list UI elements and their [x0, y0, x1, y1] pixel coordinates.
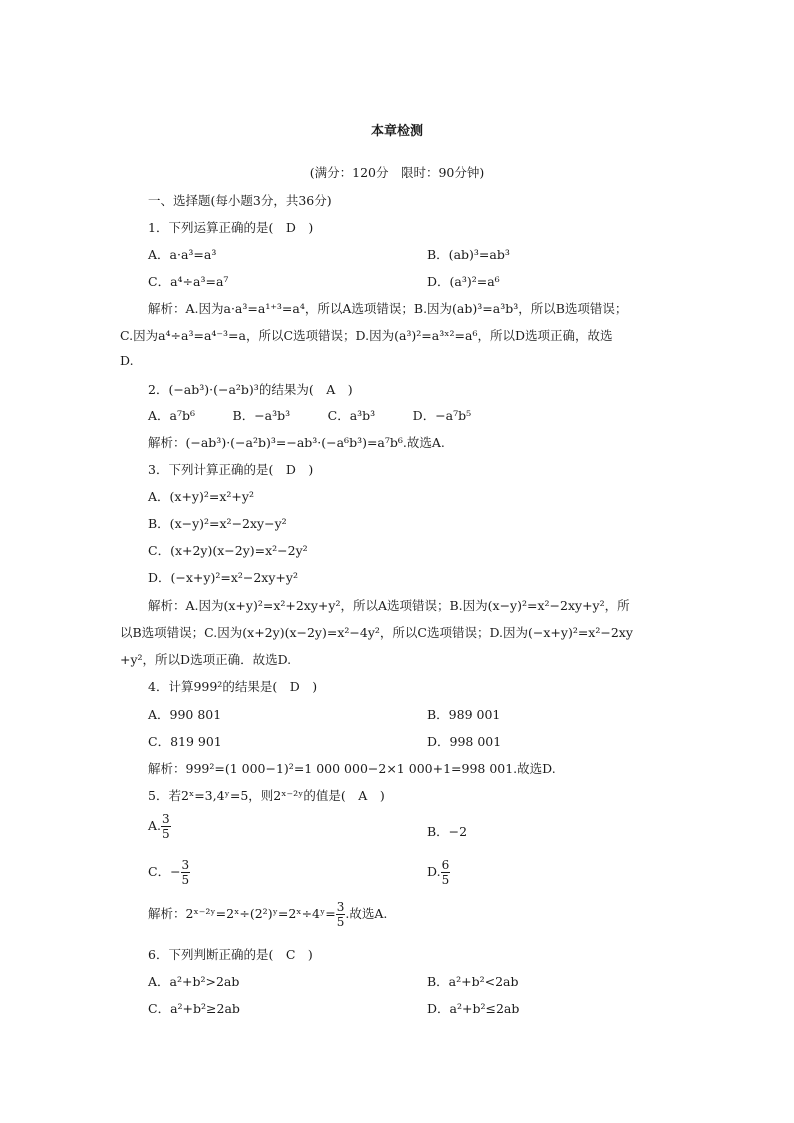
question-3-option-a: A．(x+y)²=x²+y²	[148, 489, 254, 504]
option-label: D.	[427, 864, 441, 879]
question-3-option-d: D．(−x+y)²=x²−2xy+y²	[148, 570, 298, 585]
fraction-numerator: 6	[441, 858, 450, 872]
option-label: A.	[148, 818, 162, 833]
question-1-stem: 1．下列运算正确的是( D )	[148, 220, 314, 235]
question-1-option-b: B．(ab)³=ab³	[427, 247, 510, 262]
fraction-numerator: 3	[162, 812, 170, 826]
fraction-numerator: 3	[181, 858, 190, 872]
question-4-stem: 4．计算999²的结果是( D )	[148, 679, 318, 694]
fraction	[161, 812, 171, 841]
fraction-denominator: 5	[181, 873, 190, 887]
question-4-solution: 解析：999²=(1 000−1)²=1 000 000−2×1 000+1=998 001.故选D.	[148, 761, 556, 776]
fraction-denominator: 5	[336, 915, 345, 929]
page-title: 本章检测	[370, 124, 423, 139]
fraction-denominator: 5	[162, 827, 170, 841]
solution-text: 解析：2ˣ⁻²ʸ=2ˣ÷(2²)ʸ=2ˣ÷4ʸ=	[148, 906, 336, 921]
fraction-denominator: 5	[441, 873, 450, 887]
question-4-option-b: B．989 001	[427, 707, 501, 722]
question-5-solution	[148, 900, 387, 929]
fraction	[181, 858, 191, 887]
fraction	[336, 900, 346, 929]
question-1-solution-line-1: 解析：A.因为a·a³=a¹⁺³=a⁴，所以A选项错误；B.因为(ab)³=a³b³，所以B选项错误；	[148, 301, 628, 316]
question-3-solution-line-2: 以B选项错误；C.因为(x+2y)(x−2y)=x²−4y²，所以C选项错误；D.因为(−x+y)²=x²−2xy	[120, 625, 633, 640]
question-6-option-d: D．a²+b²≤2ab	[427, 1001, 520, 1016]
exam-meta: (满分：120分 限时：90分钟)	[309, 165, 485, 180]
question-6-option-a: A．a²+b²>2ab	[148, 974, 240, 989]
question-1-option-a: A．a·a³=a³	[148, 247, 217, 262]
question-2-options: A．a⁷b⁶ B．−a³b³ C．a³b³ D．−a⁷b⁵	[148, 408, 472, 423]
question-5-option-d	[427, 858, 450, 887]
question-6-option-c: C．a²+b²≥2ab	[148, 1001, 240, 1016]
question-6-option-b: B．a²+b²<2ab	[427, 974, 519, 989]
question-3-stem: 3．下列计算正确的是( D )	[148, 462, 314, 477]
question-3-solution-line-3: +y²，所以D选项正确．故选D.	[120, 652, 292, 667]
solution-text: .故选A.	[345, 906, 388, 921]
section-heading: 一、选择题(每小题3分，共36分)	[148, 193, 332, 208]
question-1-option-c: C．a⁴÷a³=a⁷	[148, 274, 229, 289]
question-2-stem: 2．(−ab³)·(−a²b)³的结果为( A )	[148, 382, 353, 397]
question-5-option-b: B．−2	[427, 824, 468, 839]
question-4-option-c: C．819 901	[148, 734, 222, 749]
question-1-solution-line-3: D.	[120, 353, 134, 368]
question-5-option-a	[148, 812, 171, 841]
question-3-option-b: B．(x−y)²=x²−2xy−y²	[148, 516, 287, 531]
question-3-solution-line-1: 解析：A.因为(x+y)²=x²+2xy+y²，所以A选项错误；B.因为(x−y)²=x²−2xy+y²，所	[148, 598, 630, 613]
question-5-stem: 5．若2ˣ=3,4ʸ=5，则2ˣ⁻²ʸ的值是( A )	[148, 788, 385, 803]
option-label: C．−	[148, 864, 181, 879]
question-5-option-c	[148, 858, 190, 887]
fraction	[441, 858, 451, 887]
question-4-option-a: A．990 801	[148, 707, 222, 722]
question-1-solution-line-2: C.因为a⁴÷a³=a⁴⁻³=a，所以C选项错误；D.因为(a³)²=a³ˣ²=a⁶，所以D选项正确，故选	[120, 328, 613, 343]
fraction-numerator: 3	[336, 900, 345, 914]
question-2-solution: 解析：(−ab³)·(−a²b)³=−ab³·(−a⁶b³)=a⁷b⁶.故选A.	[148, 435, 445, 450]
question-6-stem: 6．下列判断正确的是( C )	[148, 947, 313, 962]
question-1-option-d: D．(a³)²=a⁶	[427, 274, 500, 289]
question-3-option-c: C．(x+2y)(x−2y)=x²−2y²	[148, 543, 308, 558]
question-4-option-d: D．998 001	[427, 734, 502, 749]
